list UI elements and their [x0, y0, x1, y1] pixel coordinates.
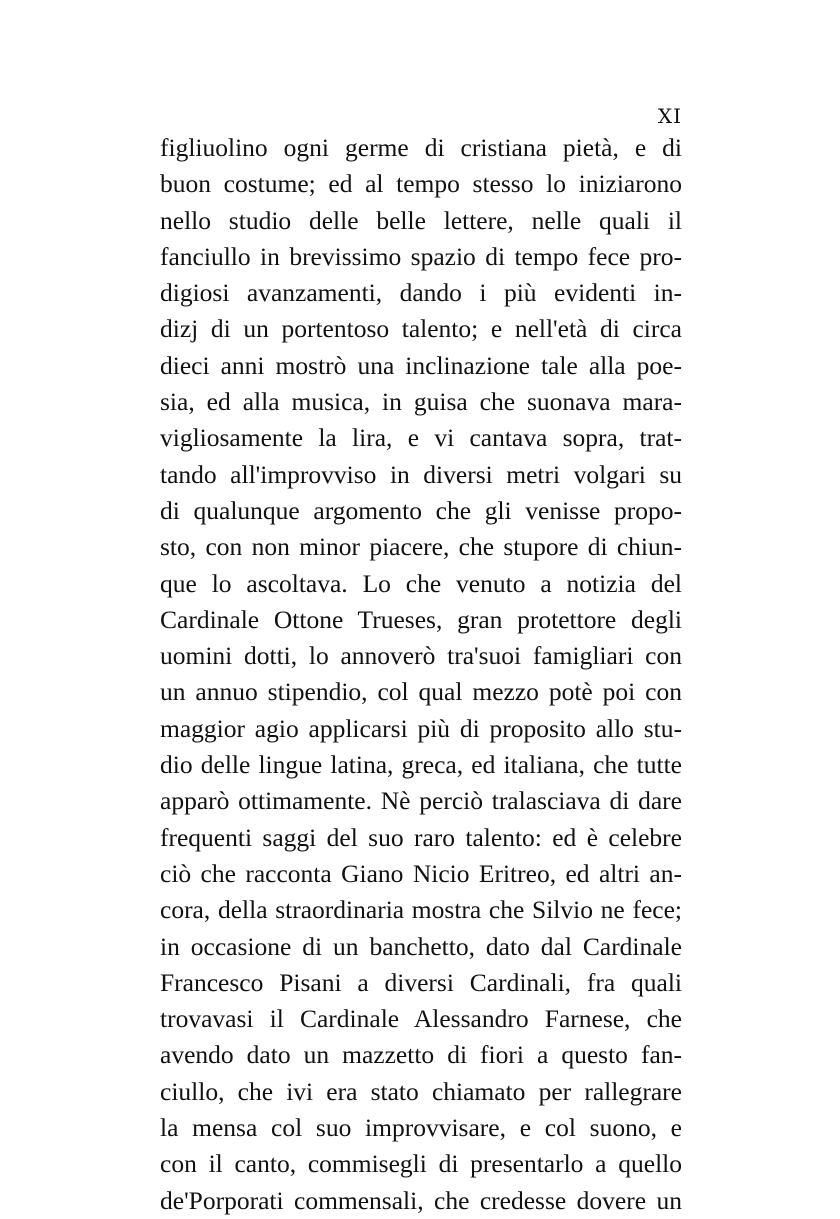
- text-line: in occasione di un banchetto, dato dal Cardinale: [160, 931, 682, 961]
- text-line: frequenti saggi del suo raro talento: ed è celebre: [160, 822, 682, 852]
- text-line: apparò ottimamente. Nè perciò tralasciava di dare: [160, 786, 682, 816]
- text-line: que lo ascoltava. Lo che venuto a notizia del: [160, 568, 682, 598]
- text-line: cora, della straordinaria mostra che Silvio ne fece;: [160, 895, 682, 925]
- body-text: [160, 130, 682, 1219]
- text-line: figliuolino ogni germe di cristiana pietà, e di: [160, 133, 682, 162]
- text-line: Francesco Pisani a diversi Cardinali, fra quali: [160, 967, 682, 997]
- text-line: fanciullo in brevissimo spazio di tempo fece pro-: [160, 241, 682, 271]
- text-line: Cardinale Ottone Trueses, gran protettore degli: [160, 604, 682, 634]
- text-line: nello studio delle belle lettere, nelle quali il: [160, 205, 682, 235]
- text-line: di qualunque argomento che gli venisse propo-: [160, 495, 682, 525]
- text-line: avendo dato un mazzetto di fiori a questo fan-: [160, 1040, 682, 1070]
- text-line: buon costume; ed al tempo stesso lo iniziarono: [160, 169, 682, 199]
- text-line: la mensa col suo improvvisare, e col suono, e: [160, 1113, 682, 1143]
- text-line: un annuo stipendio, col qual mezzo potè poi con: [160, 677, 682, 707]
- page-number: XI: [657, 104, 682, 128]
- text-line: ciullo, che ivi era stato chiamato per rallegrare: [160, 1076, 682, 1106]
- text-line: dizj di un portentoso talento; e nell'età di circa: [160, 314, 682, 344]
- text-line: dio delle lingue latina, greca, ed italiana, che tutte: [160, 750, 682, 780]
- text-line: trovavasi il Cardinale Alessandro Farnese, che: [160, 1004, 682, 1034]
- text-line: con il canto, commisegli di presentarlo a quello: [160, 1149, 682, 1179]
- text-line: maggior agio applicarsi più di proposito allo stu-: [160, 713, 682, 743]
- text-line: ciò che racconta Giano Nicio Eritreo, ed altri an-: [160, 858, 682, 888]
- text-line: uomini dotti, lo annoverò tra'suoi famigliari con: [160, 641, 682, 671]
- text-line: sto, con non minor piacere, che stupore di chiun-: [160, 532, 682, 562]
- text-line: vigliosamente la lira, e vi cantava sopra, trat-: [160, 423, 682, 453]
- text-line: sia, ed alla musica, in guisa che suonava mara-: [160, 387, 682, 417]
- text-line: digiosi avanzamenti, dando i più evidenti in-: [160, 278, 682, 308]
- text-line: dieci anni mostrò una inclinazione tale alla poe-: [160, 350, 682, 380]
- text-line: de'Porporati commensali, che credesse dovere un: [160, 1185, 682, 1215]
- text-line: tando all'improvviso in diversi metri volgari su: [160, 459, 682, 489]
